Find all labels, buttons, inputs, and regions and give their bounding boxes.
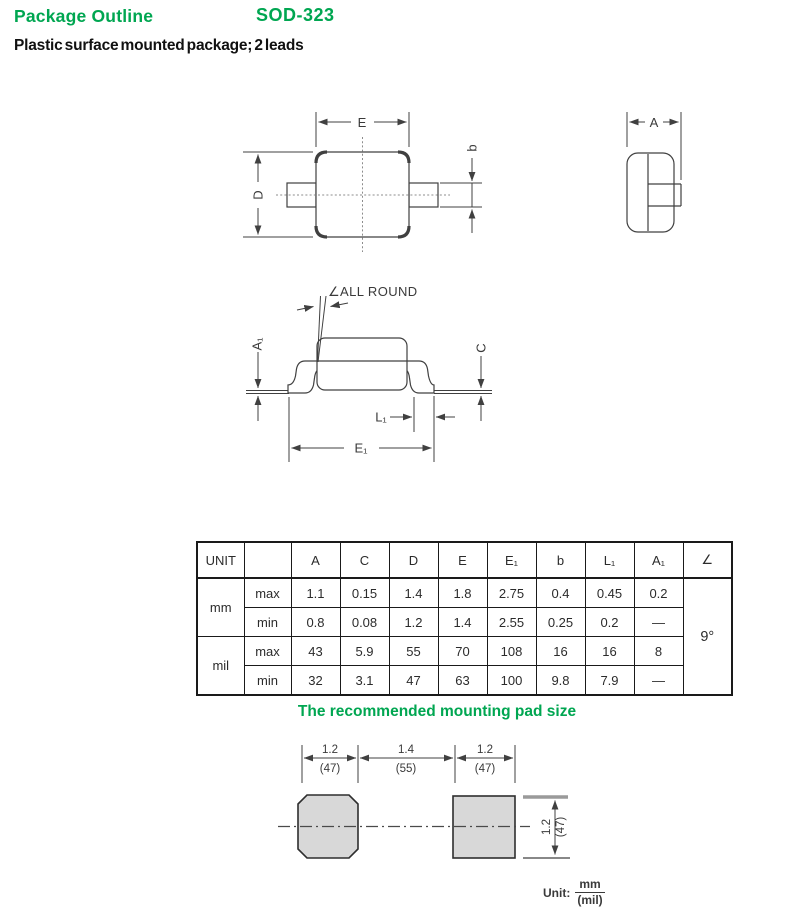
part-number: SOD-323 xyxy=(256,5,335,25)
value-cell: 0.25 xyxy=(536,608,585,637)
table-header-row xyxy=(197,542,732,578)
value-cell: 0.8 xyxy=(291,608,340,637)
value-cell: 16 xyxy=(585,637,634,666)
dim-l1 xyxy=(390,396,455,462)
dim-label-d: D xyxy=(250,190,266,200)
value-cell: 55 xyxy=(389,637,438,666)
value-cell: 1.1 xyxy=(291,578,340,608)
end-view-drawing xyxy=(627,112,681,232)
pad-height-mm: 1.2 xyxy=(541,819,553,835)
angle-value-cell: 9° xyxy=(683,578,732,695)
col-header-b: b xyxy=(536,542,585,578)
unit-fraction xyxy=(575,878,604,907)
table-row-mm-min xyxy=(197,608,732,637)
unit-note xyxy=(543,878,605,907)
pad-height-mil: (47) xyxy=(555,816,567,838)
side-view-body xyxy=(317,338,407,390)
value-cell: 1.2 xyxy=(389,608,438,637)
value-cell: 100 xyxy=(487,666,536,696)
value-cell: 0.2 xyxy=(585,608,634,637)
mounting-pad-drawing xyxy=(278,744,570,858)
pad-dim3-mm: 1.2 xyxy=(477,744,493,756)
limit-cell: min xyxy=(244,608,291,637)
col-header-unit: UNIT xyxy=(197,542,244,578)
dim-label-e: E xyxy=(357,115,367,130)
value-cell: 8 xyxy=(634,637,683,666)
page-title: Package Outline xyxy=(14,6,154,26)
col-header-e1: E₁ xyxy=(487,542,536,578)
value-cell: 0.4 xyxy=(536,578,585,608)
dim-label-b: b xyxy=(464,144,480,152)
pad-dim3-mil: (47) xyxy=(474,763,496,775)
value-cell: — xyxy=(634,666,683,696)
value-cell: 0.15 xyxy=(340,578,389,608)
table-row-mm-max xyxy=(197,578,732,608)
value-cell: 70 xyxy=(438,637,487,666)
pad-dim1-mm: 1.2 xyxy=(322,744,338,756)
top-view-drawing xyxy=(243,112,482,252)
unit-denominator: (mil) xyxy=(577,893,603,908)
value-cell: 16 xyxy=(536,637,585,666)
value-cell: 108 xyxy=(487,637,536,666)
table-row-mil-min xyxy=(197,666,732,696)
col-header-a: A xyxy=(291,542,340,578)
value-cell: 9.8 xyxy=(536,666,585,696)
all-round-label: ∠ALL ROUND xyxy=(328,284,418,299)
col-header-c: C xyxy=(340,542,389,578)
col-header-d: D xyxy=(389,542,438,578)
side-view-left-lead xyxy=(288,361,321,393)
col-header-l1: L₁ xyxy=(585,542,634,578)
limit-cell: min xyxy=(244,666,291,696)
value-cell: 0.08 xyxy=(340,608,389,637)
value-cell: 1.4 xyxy=(438,608,487,637)
dim-label-l1: L₁ xyxy=(375,409,387,425)
seating-plane-lines xyxy=(246,391,492,394)
dim-label-a: A xyxy=(649,115,659,130)
unit-numerator: mm xyxy=(575,878,604,893)
value-cell: — xyxy=(634,608,683,637)
dim-label-e1: E₁ xyxy=(354,440,368,456)
limit-cell: max xyxy=(244,637,291,666)
value-cell: 2.75 xyxy=(487,578,536,608)
unit-label: Unit: xyxy=(543,885,571,900)
value-cell: 63 xyxy=(438,666,487,696)
unit-cell-mm: mm xyxy=(197,578,244,637)
col-header-blank xyxy=(244,542,291,578)
dimensions-table xyxy=(196,541,733,696)
col-header-a1: A₁ xyxy=(634,542,683,578)
value-cell: 32 xyxy=(291,666,340,696)
col-header-e: E xyxy=(438,542,487,578)
value-cell: 7.9 xyxy=(585,666,634,696)
side-view-drawing xyxy=(246,284,492,462)
dim-label-a1: A₁ xyxy=(249,337,265,351)
dim-label-c: C xyxy=(473,343,489,353)
value-cell: 47 xyxy=(389,666,438,696)
end-view-body xyxy=(627,153,674,232)
value-cell: 43 xyxy=(291,637,340,666)
value-cell: 3.1 xyxy=(340,666,389,696)
side-view-right-lead xyxy=(403,361,434,393)
unit-cell-mil: mil xyxy=(197,637,244,696)
dim-b xyxy=(440,158,482,233)
limit-cell: max xyxy=(244,578,291,608)
pad-dim2-mil: (55) xyxy=(395,763,417,775)
value-cell: 2.55 xyxy=(487,608,536,637)
pad-section-heading: The recommended mounting pad size xyxy=(297,703,577,720)
value-cell: 1.8 xyxy=(438,578,487,608)
pad-dim2-mm: 1.4 xyxy=(398,744,414,756)
value-cell: 0.2 xyxy=(634,578,683,608)
value-cell: 0.45 xyxy=(585,578,634,608)
pad-dim1-mil: (47) xyxy=(319,763,341,775)
table-row-mil-max xyxy=(197,637,732,666)
package-subtitle: Plastic surface mounted package; 2 leads xyxy=(14,37,304,54)
value-cell: 5.9 xyxy=(340,637,389,666)
value-cell: 1.4 xyxy=(389,578,438,608)
col-header-angle: ∠ xyxy=(683,542,732,578)
